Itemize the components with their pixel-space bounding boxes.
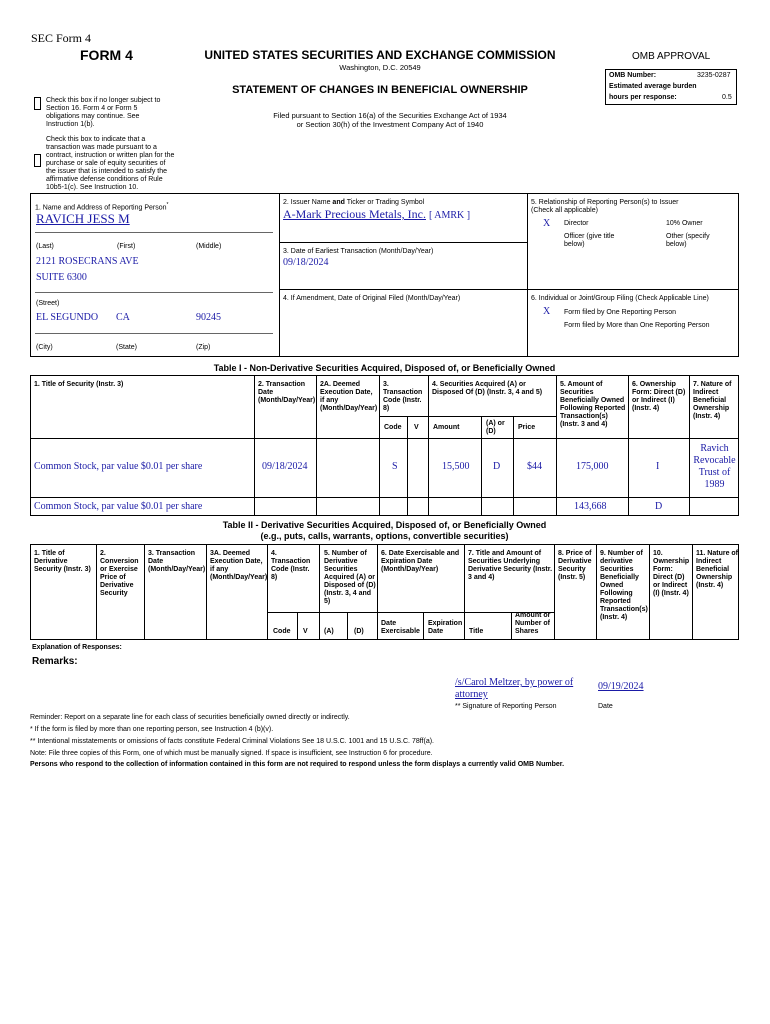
- t1-r1-owned: 175,000: [576, 461, 609, 472]
- t1-sub-v: V: [414, 424, 419, 431]
- t2-sub-date-exercisable: Date Exercisable: [381, 620, 420, 635]
- table2-subtitle: (e.g., puts, calls, warrants, options, convertible securities): [260, 531, 509, 541]
- t2-sub-title: Title: [469, 628, 484, 635]
- t1-r1-code: S: [392, 461, 398, 472]
- reporting-person-name[interactable]: [36, 211, 130, 227]
- t1-r1-nature: Ravich Revocable Trust of 1989: [693, 443, 736, 490]
- omb-approval-title: OMB APPROVAL: [632, 51, 711, 62]
- reporting-person-link[interactable]: RAVICH JESS M: [36, 211, 130, 226]
- t2-sub-d: (D): [354, 628, 364, 635]
- filed-pursuant-1: Filed pursuant to Section 16(a) of the Securities Exchange Act of 1934: [273, 111, 507, 120]
- signature-label: ** Signature of Reporting Person: [455, 703, 557, 710]
- t2-col-form: 10. Ownership Form: Direct (D) or Indirect (I) (Instr. 4): [653, 550, 690, 597]
- remarks-label: Remarks:: [32, 656, 78, 667]
- t1-col-acquired: 4. Securities Acquired (A) or Disposed Of (D) (Instr. 3, 4 and 5): [432, 381, 543, 396]
- note-reminder: Reminder: Report on a separate line for each class of securities beneficially owned directly or indirectly.: [30, 714, 350, 721]
- t2-sub-v: V: [303, 628, 308, 635]
- t1-r2-owned: 143,668: [574, 501, 607, 512]
- relationship-label-2: (Check all applicable): [531, 207, 598, 214]
- middle-label: (Middle): [196, 243, 222, 250]
- t2-col-underlying: 7. Title and Amount of Securities Underlying Derivative Security (Instr. 3 and 4): [468, 550, 553, 581]
- t2-col-code: 4. Transaction Code (Instr. 8): [271, 550, 311, 581]
- date-label: Date: [598, 703, 613, 710]
- one-person-mark[interactable]: X: [543, 306, 551, 317]
- t1-r1-form: I: [656, 461, 660, 472]
- note-misstatements: ** Intentional misstatements or omissions of facts constitute Federal Criminal Violations See 18 U.S.C. 1001 and 15 U.S.C. 78ff(a).: [30, 738, 434, 745]
- more-person-label: Form filed by More than One Reporting Person: [564, 322, 710, 329]
- no-longer-subject-checkbox[interactable]: [34, 97, 41, 110]
- t1-r1-aord: D: [493, 461, 501, 472]
- one-person-label: Form filed by One Reporting Person: [564, 309, 677, 316]
- filing-type-label: 6. Individual or Joint/Group Filing (Check Applicable Line): [531, 295, 709, 302]
- issuer-link[interactable]: A-Mark Precious Metals, Inc.: [283, 207, 426, 221]
- signature-date: [598, 681, 644, 692]
- note-copies: Note: File three copies of this Form, one of which must be manually signed. If space is insufficient, see Instruction 6 for procedure.: [30, 750, 433, 757]
- t2-col-title: 1. Title of Derivative Security (Instr. 3): [34, 550, 91, 573]
- t1-r1-date: 09/18/2024: [262, 461, 308, 472]
- earliest-transaction-label: 3. Date of Earliest Transaction (Month/Day/Year): [283, 248, 434, 255]
- issuer-label-and: and: [332, 199, 345, 206]
- t1-col-nature: 7. Nature of Indirect Beneficial Ownership (Instr. 4): [693, 381, 732, 420]
- note-omb: Persons who respond to the collection of information contained in this form are not required to respond unless the form displays a currently valid OMB Number.: [30, 761, 565, 768]
- relationship-label: 5. Relationship of Reporting Person(s) to Issuer: [531, 199, 679, 206]
- reporting-person-star: *: [166, 202, 169, 208]
- signature-link[interactable]: /s/Carol Meltzer, by power of attorney: [455, 677, 574, 700]
- omb-burden-label: Estimated average burden: [609, 83, 697, 90]
- omb-hours-label: hours per response:: [609, 94, 677, 101]
- t1-col-title: 1. Title of Security (Instr. 3): [34, 381, 124, 388]
- table2-title: Table II - Derivative Securities Acquired, Disposed of, or Beneficially Owned: [222, 520, 547, 530]
- sec-form-label: SEC Form 4: [31, 31, 92, 45]
- state-label: (State): [116, 344, 138, 351]
- issuer-label-post: Ticker or Trading Symbol: [344, 199, 425, 206]
- omb-number-value: 3235-0287: [697, 72, 731, 79]
- rule-10b5-text: Check this box to indicate that a transaction was made pursuant to a contract, instruction or written plan for the purchase or sale of equity securities of the issuer that is intended to satisfy the affirmative defense conditions of Rule 10b5-1(c). See Instruction 10.: [46, 136, 175, 191]
- t1-r1-amount: 15,500: [442, 461, 470, 472]
- rule-10b5-checkbox[interactable]: [34, 154, 41, 167]
- t2-sub-amount: Amount or Number of Shares: [515, 612, 551, 635]
- agency-address: Washington, D.C. 20549: [339, 63, 421, 72]
- issuer-label-pre: 2. Issuer Name: [283, 199, 333, 206]
- t1-col-deemed: 2A. Deemed Execution Date, if any (Month/Day/Year): [320, 381, 378, 412]
- zip-value: 90245: [196, 312, 221, 323]
- omb-number-label: OMB Number:: [609, 72, 657, 79]
- director-mark[interactable]: X: [543, 218, 551, 229]
- director-label: Director: [564, 220, 589, 227]
- t1-sub-code: Code: [384, 424, 402, 431]
- t2-sub-a: (A): [324, 628, 334, 635]
- amendment-label: 4. If Amendment, Date of Original Filed (Month/Day/Year): [283, 295, 461, 302]
- t2-sub-code: Code: [273, 628, 291, 635]
- t2-col-deemed: 3A. Deemed Execution Date, if any (Month/Day/Year): [210, 550, 268, 581]
- t1-r1-price: $44: [527, 461, 542, 472]
- officer-label: Officer (give title below): [564, 233, 615, 248]
- signature[interactable]: [455, 677, 585, 701]
- t1-sub-amount: Amount: [433, 424, 460, 431]
- t2-sub-expiration: Expiration Date: [428, 620, 463, 635]
- no-longer-subject-text: Check this box if no longer subject to Section 16. Form 4 or Form 5 obligations may continue. See Instruction 1(b).: [46, 97, 161, 128]
- state-value: CA: [116, 312, 130, 323]
- t2-col-nature: 11. Nature of Indirect Beneficial Ownership (Instr. 4): [696, 550, 739, 589]
- table1-title: Table I - Non-Derivative Securities Acquired, Disposed of, or Beneficially Owned: [213, 363, 556, 373]
- t2-col-date: 3. Transaction Date (Month/Day/Year): [148, 550, 206, 573]
- city-label: (City): [36, 344, 53, 351]
- issuer-label: [283, 199, 424, 207]
- ten-percent-owner-label: 10% Owner: [666, 220, 703, 227]
- t2-col-number: 5. Number of Derivative Securities Acquired (A) or Disposed of (D) (Instr. 3, 4 and 5): [324, 550, 376, 605]
- t2-col-owned: 9. Number of derivative Securities Beneficially Owned Following Reported Transaction(s) (Instr. 4): [600, 550, 648, 621]
- omb-hours-value: 0.5: [722, 94, 732, 101]
- ticker-symbol: [ AMRK ]: [428, 210, 471, 221]
- filed-pursuant-2: or Section 30(h) of the Investment Company Act of 1940: [296, 120, 484, 129]
- t1-col-form: 6. Ownership Form: Direct (D) or Indirect (I) (Instr. 4): [632, 381, 686, 412]
- agency-title: UNITED STATES SECURITIES AND EXCHANGE COMMISSION: [204, 48, 556, 62]
- reporting-person-label-text: 1. Name and Address of Reporting Person: [35, 204, 167, 212]
- note-multiple: * If the form is filed by more than one reporting person, see Instruction 4 (b)(v).: [30, 726, 274, 733]
- other-label: Other (specify below): [666, 233, 710, 248]
- statement-title: STATEMENT OF CHANGES IN BENEFICIAL OWNERSHIP: [232, 84, 528, 96]
- t2-col-conversion: 2. Conversion or Exercise Price of Derivative Security: [100, 550, 139, 597]
- first-label: (First): [117, 243, 136, 250]
- t1-r2-form: D: [655, 501, 663, 512]
- signature-date-link: 09/19/2024: [598, 681, 644, 692]
- city-value: EL SEGUNDO: [36, 312, 99, 323]
- street-line-1: 2121 ROSECRANS AVE: [36, 256, 139, 267]
- t1-col-code: 3. Transaction Code (Instr. 8): [383, 381, 423, 412]
- street-line-2: SUITE 6300: [36, 272, 87, 283]
- t1-r2-title: Common Stock, par value $0.01 per share: [34, 501, 203, 512]
- earliest-transaction-date: 09/18/2024: [283, 257, 329, 268]
- t1-sub-aord: (A) or (D): [486, 420, 505, 435]
- issuer-name[interactable]: [283, 207, 470, 222]
- explanation-label: Explanation of Responses:: [32, 644, 122, 651]
- street-label: (Street): [36, 300, 60, 307]
- t1-sub-price: Price: [518, 424, 536, 431]
- t1-r1-title: Common Stock, par value $0.01 per share: [34, 461, 203, 472]
- t2-col-exercisable: 6. Date Exercisable and Expiration Date (Month/Day/Year): [381, 550, 460, 573]
- t1-col-owned: 5. Amount of Securities Beneficially Owned Following Reported Transaction(s) (Instr. 3 and 4): [560, 381, 626, 428]
- zip-label: (Zip): [196, 344, 211, 351]
- last-label: (Last): [36, 243, 54, 250]
- t1-col-date: 2. Transaction Date (Month/Day/Year): [258, 381, 316, 404]
- t2-col-price: 8. Price of Derivative Security (Instr. 5): [558, 550, 592, 581]
- form-title: FORM 4: [80, 47, 133, 63]
